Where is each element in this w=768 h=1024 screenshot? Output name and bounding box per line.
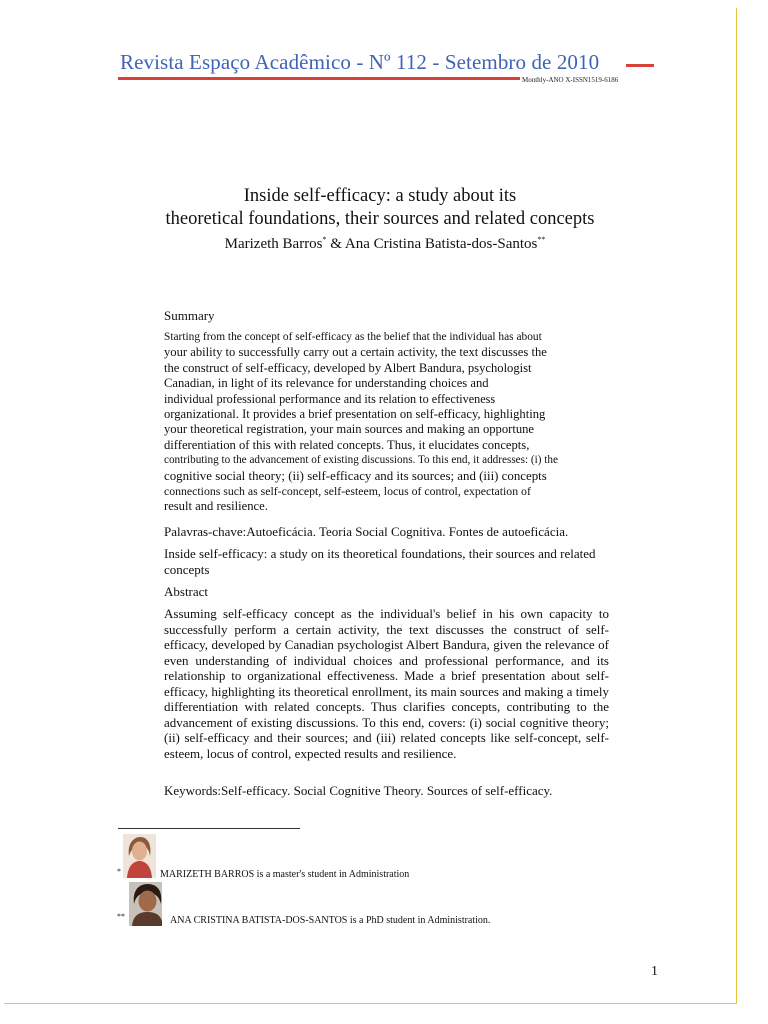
page-number: 1 (651, 964, 658, 979)
author-name: Marizeth Barros (224, 236, 323, 252)
journal-header: Revista Espaço Acadêmico - Nº 112 - Setembro de 2010 (120, 50, 600, 74)
header-rule (118, 77, 520, 80)
summary-line: contributing to the advancement of existing discussions. To this end, it addresses: (i) the (164, 454, 558, 467)
footnote-marker: * (117, 867, 121, 876)
title-line: Inside self-efficacy: a study about its (243, 186, 517, 206)
author-joiner: & (326, 236, 345, 252)
footnote-rule (118, 828, 300, 829)
footnote-marker: ** (117, 912, 125, 921)
article-title (120, 185, 640, 231)
abstract-body: Assuming self-efficacy concept as the individual's belief in his own capacity to successfully perform a certain activity, the text discusses the construct of self-efficacy, developed by Canadian psychologist Albert Bandura, given the relevance of even understanding of individual choices and professional performance, and its relationship to organizational effectiveness. Made a brief presentation about self-efficacy, highlighting its theoretical enrollment, its main sources and making a timely differentiation with related concepts. Thus clarifies concepts, contributing to the advancement of existing discussions. To this end, covers: (i) social cognitive theory; (ii) self-efficacy and their sources; and (iii) related concepts like self-concept, self-esteem, locus of control, expected results and resilience. (164, 606, 609, 761)
title-line: theoretical foundations, their sources and related concepts (165, 209, 595, 229)
summary-line: connections such as self-concept, self-esteem, locus of control, expectation of (164, 484, 531, 499)
palavras-chave: Palavras-chave:Autoeficácia. Teoria Social Cognitiva. Fontes de autoeficácia. (164, 524, 569, 539)
page-border-bottom (4, 1003, 737, 1004)
author-line (120, 235, 650, 253)
keywords: Keywords:Self-efficacy. Social Cognitive Theory. Sources of self-efficacy. (164, 783, 553, 798)
author-name: Ana Cristina Batista-dos-Santos (344, 236, 538, 252)
summary-heading: Summary (164, 308, 215, 323)
summary-line: individual professional performance and its relation to effectiveness (164, 391, 496, 406)
footnote-text: MARIZETH BARROS is a master's student in Administration (160, 869, 410, 880)
footnote-marker: * (322, 235, 327, 244)
summary-line: cognitive social theory; (ii) self-efficacy and its sources; and (iii) concepts (164, 468, 547, 483)
summary-line: the construct of self-efficacy, developed by Albert Bandura, psychologist (164, 360, 532, 375)
summary-line: your ability to successfully carry out a certain activity, the text discusses the (164, 345, 547, 360)
summary-body (164, 330, 626, 515)
footnote-text: ANA CRISTINA BATISTA-DOS-SANTOS is a PhD student in Administration. (170, 915, 491, 926)
author-photo-santos (129, 882, 162, 926)
abstract-heading: Abstract (164, 584, 209, 599)
footnote-marker: ** (537, 235, 546, 244)
summary-line: Canadian, in light of its relevance for understanding choices and (164, 376, 489, 391)
author-photo-barros (123, 834, 156, 878)
summary-line: organizational. It provides a brief presentation on self-efficacy, highlighting (164, 407, 546, 422)
summary-line: result and resilience. (164, 499, 268, 514)
page-border-right (736, 8, 737, 1003)
header-rule-tail (626, 64, 654, 67)
summary-line: Starting from the concept of self-efficacy as the belief that the individual has about (164, 331, 542, 343)
alternate-title: Inside self-efficacy: a study on its theoretical foundations, their sources and related concepts (164, 546, 596, 577)
summary-line: differentiation of this with related concepts. Thus, it elucidates concepts, (164, 437, 530, 452)
summary-line: your theoretical registration, your main sources and making an opportune (164, 422, 535, 437)
issn-label: Monthly-ANO X-ISSN1519-6186 (522, 76, 619, 84)
